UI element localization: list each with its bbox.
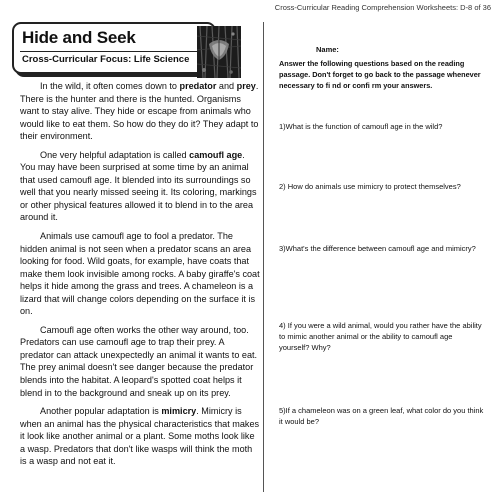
vocab-mimicry: mimicry (161, 406, 197, 417)
bark-texture-image (197, 26, 241, 78)
column-divider (263, 22, 264, 492)
question-1: 1)What is the function of camoufl age in the wild? (279, 122, 443, 131)
vocab-prey: prey (236, 81, 256, 91)
question-2: 2) How do animals use mimicry to protect themselves? (279, 182, 461, 191)
worksheet-title: Hide and Seek (22, 28, 136, 47)
passage-paragraph-2: One very helpful adaptation is called camoufl age. You may have been surprised at some time by an animal that used camoufl age. It blended into its surroundings so well that you nearly missed seeing it. Its coloring, markings or other physical features allowed it to blend in to the area around it. (20, 149, 257, 223)
question-4: 4) If you were a wild animal, would you rather have the ability to mimic another animal or the ability to camoufl age yourself? Why? (279, 321, 482, 352)
question-5: 5)If a chameleon was on a green leaf, what color do you think it would be? (279, 406, 484, 426)
name-label: Name: (316, 45, 339, 54)
vocab-predator: predator (179, 81, 217, 91)
title-box (12, 22, 216, 74)
cross-curricular-focus: Cross-Curricular Focus: Life Science (22, 54, 190, 65)
reading-passage (20, 80, 260, 474)
worksheet-series-header: Cross-Curricular Reading Comprehension Worksheets: D-8 of 36 (274, 3, 491, 12)
vocab-camouflage: camoufl age (189, 149, 243, 160)
moth-on-bark-photo (197, 26, 241, 78)
question-3: 3)What's the difference between camoufl age and mimicry? (279, 244, 476, 253)
passage-paragraph-1: In the wild, it often comes down to predator and prey. There is the hunter and there is the hunted. Organisms want to stay alive. They hide or escape from animals who would like to eat them. So how do they do it? They adapt to their environment. (20, 81, 259, 142)
title-divider (20, 51, 208, 52)
passage-paragraph-3: Animals use camoufl age to fool a predator. The hidden animal is not seen when a predator scans an area looking for food. Wild goats, for example, have coats that make them look invisible among rocks. A baby giraffe's coat helps it hide among the grass and trees. A chameleon is a lizard that will change colors depending on the surface it is on. (20, 231, 260, 317)
passage-paragraph-5: Another popular adaptation is mimicry. Mimicry is when an animal has the physical characteristics that makes it look like another animal or a plant. Some moths look like a wasp. Predators that don't like wasps will think the moth is a wasp and not eat it. (20, 406, 260, 467)
passage-paragraph-4: Camoufl age often works the other way around, too. Predators can use camoufl age to trap their prey. A predator can attack unexpectedly an animal it wants to eat. The prey animal doesn't see danger because the predator blends into the habitat. A leopard's spotted coat helps it blend in to the background and sneak up on its prey. (20, 324, 258, 398)
instructions: Answer the following questions based on the reading passage. Don't forget to go back to the passage whenever necessary to fi nd or confi rm your answers. (279, 59, 481, 90)
